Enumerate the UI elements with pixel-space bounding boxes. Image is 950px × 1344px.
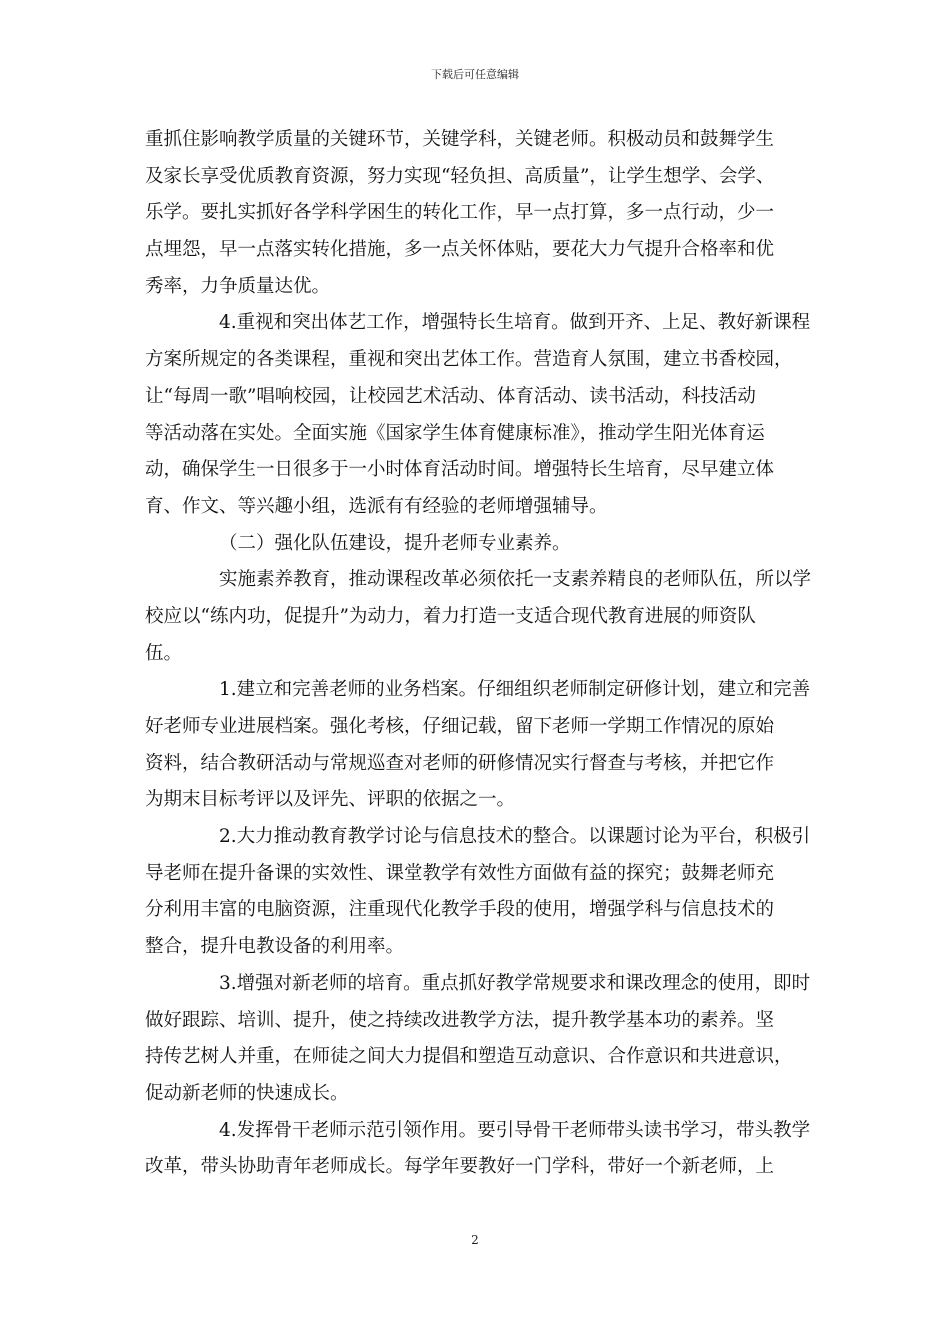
text-line: 4.重视和突出体艺工作，增强特长生培育。做到开齐、上足、教好新课程 [219, 312, 811, 334]
text-line: 做好跟踪、培训、提升，使之持续改进教学方法，提升教学基本功的素养。坚 [145, 1009, 775, 1031]
text-line: 整合，提升电教设备的利用率。 [145, 936, 405, 958]
text-line: 伍。 [145, 642, 183, 664]
page-header-note: 下载后可任意编辑 [431, 68, 519, 81]
text-line: 导老师在提升备课的实效性、课堂教学有效性方面做有益的探究；鼓舞老师充 [145, 862, 775, 884]
text-line: 动，确保学生一日很多于一小时体育活动时间。增强特长生培育，尽早建立体 [145, 459, 775, 481]
text-line: 资料，结合教研活动与常规巡查对老师的研修情况实行督查与考核，并把它作 [145, 752, 775, 774]
text-line: 3.增强对新老师的培育。重点抓好教学常规要求和课改理念的使用，即时 [219, 972, 811, 994]
text-line: 好老师专业进展档案。强化考核，仔细记载，留下老师一学期工作情况的原始 [145, 716, 775, 737]
text-line: 乐学。要扎实抓好各学科学困生的转化工作，早一点打算，多一点行动，少一 [145, 202, 775, 224]
text-line: 等活动落在实处。全面实施《国家学生体育健康标准》，推动学生阳光体育运 [145, 422, 765, 444]
text-line: 实施素养教育，推动课程改革必须依托一支素养精良的老师队伍，所以学 [219, 569, 812, 591]
text-line: 让“每周一歌”唱响校园，让校园艺术活动、体育活动、读书活动，科技活动 [145, 385, 756, 407]
text-line: 及家长享受优质教育资源，努力实现“轻负担、高质量”，让学生想学、会学、 [145, 165, 775, 187]
text-line: 秀率，力争质量达优。 [145, 275, 331, 297]
page-number: 2 [471, 1233, 479, 1247]
text-line: 持传艺树人并重，在师徒之间大力提倡和塑造互动意识、合作意识和共进意识， [145, 1046, 793, 1068]
text-line: 育、作文、等兴趣小组，选派有有经验的老师增强辅导。 [145, 495, 608, 517]
text-line: 4.发挥骨干老师示范引领作用。要引导骨干老师带头读书学习，带头教学 [219, 1119, 811, 1141]
text-line: 重抓住影响教学质量的关键环节，关键学科，关键老师。积极动员和鼓舞学生 [145, 129, 775, 150]
text-line: 方案所规定的各类课程，重视和突出艺体工作。营造育人氛围，建立书香校园， [145, 349, 793, 371]
text-line: （二）强化队伍建设，提升老师专业素养。 [219, 532, 571, 554]
text-line: 分利用丰富的电脑资源，注重现代化教学手段的使用，增强学科与信息技术的 [145, 899, 775, 921]
text-line: 改革，带头协助青年老师成长。每学年要教好一门学科，带好一个新老师，上 [145, 1156, 775, 1178]
text-line: 点埋怨，早一点落实转化措施，多一点关怀体贴，要花大力气提升合格率和优 [145, 239, 775, 261]
text-line: 为期末目标考评以及评先、评职的依据之一。 [145, 789, 516, 811]
text-line: 1.建立和完善老师的业务档案。仔细组织老师制定研修计划，建立和完善 [219, 679, 811, 701]
text-line: 2.大力推动教育教学讨论与信息技术的整合。以课题讨论为平台，积极引 [219, 826, 811, 848]
text-line: 促动新老师的快速成长。 [145, 1082, 349, 1104]
text-line: 校应以“练内功，促提升”为动力，着力打造一支适合现代教育进展的师资队 [145, 605, 756, 627]
document-body [145, 122, 813, 1186]
